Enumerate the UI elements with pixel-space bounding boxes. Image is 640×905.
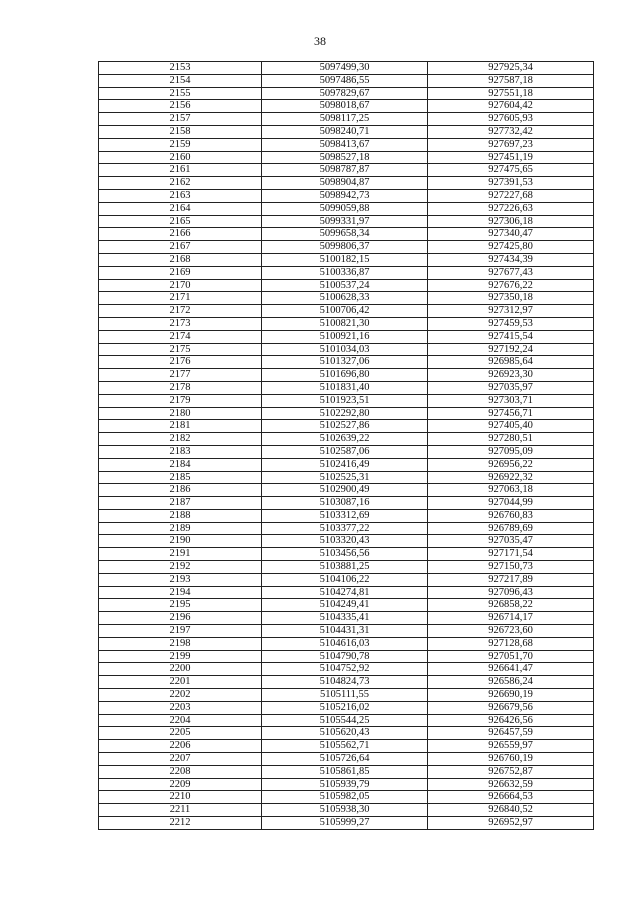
- y-coordinate-cell: 926923,30: [428, 369, 594, 382]
- y-coordinate-cell: 926952,97: [428, 817, 594, 830]
- x-coordinate-cell: 5097486,55: [262, 74, 428, 87]
- point-number-cell: 2200: [99, 663, 262, 676]
- x-coordinate-cell: 5102416,49: [262, 458, 428, 471]
- table-row: [99, 177, 594, 190]
- x-coordinate-cell: 5105861,85: [262, 765, 428, 778]
- table-row: [99, 804, 594, 817]
- point-number-cell: 2163: [99, 189, 262, 202]
- x-coordinate-cell: 5103377,22: [262, 522, 428, 535]
- y-coordinate-cell: 927217,89: [428, 573, 594, 586]
- x-coordinate-cell: 5100336,87: [262, 266, 428, 279]
- y-coordinate-cell: 927475,65: [428, 164, 594, 177]
- x-coordinate-cell: 5098787,87: [262, 164, 428, 177]
- x-coordinate-cell: 5105111,55: [262, 689, 428, 702]
- x-coordinate-cell: 5103456,56: [262, 548, 428, 561]
- x-coordinate-cell: 5101923,51: [262, 394, 428, 407]
- x-coordinate-cell: 5099806,37: [262, 241, 428, 254]
- table-row: [99, 381, 594, 394]
- point-number-cell: 2165: [99, 215, 262, 228]
- coordinates-table: [98, 61, 594, 830]
- table-row: [99, 650, 594, 663]
- y-coordinate-cell: 926664,53: [428, 791, 594, 804]
- x-coordinate-cell: 5105562,71: [262, 740, 428, 753]
- x-coordinate-cell: 5105216,02: [262, 701, 428, 714]
- point-number-cell: 2184: [99, 458, 262, 471]
- table-row: [99, 189, 594, 202]
- point-number-cell: 2158: [99, 125, 262, 138]
- y-coordinate-cell: 927035,47: [428, 535, 594, 548]
- point-number-cell: 2202: [99, 689, 262, 702]
- table-row: [99, 714, 594, 727]
- x-coordinate-cell: 5102292,80: [262, 407, 428, 420]
- point-number-cell: 2206: [99, 740, 262, 753]
- x-coordinate-cell: 5104790,78: [262, 650, 428, 663]
- y-coordinate-cell: 926752,87: [428, 765, 594, 778]
- y-coordinate-cell: 927587,18: [428, 74, 594, 87]
- point-number-cell: 2203: [99, 701, 262, 714]
- point-number-cell: 2174: [99, 330, 262, 343]
- table-row: [99, 164, 594, 177]
- point-number-cell: 2162: [99, 177, 262, 190]
- table-row: [99, 407, 594, 420]
- x-coordinate-cell: 5100537,24: [262, 279, 428, 292]
- table-row: [99, 586, 594, 599]
- point-number-cell: 2188: [99, 509, 262, 522]
- point-number-cell: 2201: [99, 676, 262, 689]
- table-row: [99, 305, 594, 318]
- y-coordinate-cell: 927340,47: [428, 228, 594, 241]
- point-number-cell: 2181: [99, 420, 262, 433]
- point-number-cell: 2193: [99, 573, 262, 586]
- point-number-cell: 2161: [99, 164, 262, 177]
- table-row: [99, 241, 594, 254]
- point-number-cell: 2183: [99, 445, 262, 458]
- table-row: [99, 113, 594, 126]
- point-number-cell: 2178: [99, 381, 262, 394]
- point-number-cell: 2195: [99, 599, 262, 612]
- table-row: [99, 689, 594, 702]
- x-coordinate-cell: 5105939,79: [262, 778, 428, 791]
- point-number-cell: 2197: [99, 625, 262, 638]
- y-coordinate-cell: 927095,09: [428, 445, 594, 458]
- table-row: [99, 369, 594, 382]
- table-row: [99, 625, 594, 638]
- table-row: [99, 599, 594, 612]
- x-coordinate-cell: 5104752,92: [262, 663, 428, 676]
- y-coordinate-cell: 926641,47: [428, 663, 594, 676]
- point-number-cell: 2189: [99, 522, 262, 535]
- table-row: [99, 279, 594, 292]
- table-row: [99, 765, 594, 778]
- table-row: [99, 791, 594, 804]
- point-number-cell: 2171: [99, 292, 262, 305]
- y-coordinate-cell: 927676,22: [428, 279, 594, 292]
- x-coordinate-cell: 5104274,81: [262, 586, 428, 599]
- point-number-cell: 2182: [99, 433, 262, 446]
- point-number-cell: 2164: [99, 202, 262, 215]
- x-coordinate-cell: 5104431,31: [262, 625, 428, 638]
- table-row: [99, 266, 594, 279]
- y-coordinate-cell: 927425,80: [428, 241, 594, 254]
- point-number-cell: 2177: [99, 369, 262, 382]
- point-number-cell: 2179: [99, 394, 262, 407]
- x-coordinate-cell: 5102527,86: [262, 420, 428, 433]
- y-coordinate-cell: 926858,22: [428, 599, 594, 612]
- table-row: [99, 509, 594, 522]
- y-coordinate-cell: 926559,97: [428, 740, 594, 753]
- table-row: [99, 727, 594, 740]
- y-coordinate-cell: 926457,59: [428, 727, 594, 740]
- x-coordinate-cell: 5103320,43: [262, 535, 428, 548]
- table-row: [99, 228, 594, 241]
- y-coordinate-cell: 927312,97: [428, 305, 594, 318]
- y-coordinate-cell: 927391,53: [428, 177, 594, 190]
- y-coordinate-cell: 927171,54: [428, 548, 594, 561]
- y-coordinate-cell: 927677,43: [428, 266, 594, 279]
- table-row: [99, 484, 594, 497]
- table-row: [99, 292, 594, 305]
- x-coordinate-cell: 5097499,30: [262, 62, 428, 75]
- point-number-cell: 2170: [99, 279, 262, 292]
- y-coordinate-cell: 927096,43: [428, 586, 594, 599]
- x-coordinate-cell: 5100628,33: [262, 292, 428, 305]
- x-coordinate-cell: 5105938,30: [262, 804, 428, 817]
- x-coordinate-cell: 5100921,16: [262, 330, 428, 343]
- y-coordinate-cell: 927035,97: [428, 381, 594, 394]
- x-coordinate-cell: 5105726,64: [262, 753, 428, 766]
- table-row: [99, 125, 594, 138]
- y-coordinate-cell: 927405,40: [428, 420, 594, 433]
- x-coordinate-cell: 5101831,40: [262, 381, 428, 394]
- point-number-cell: 2167: [99, 241, 262, 254]
- x-coordinate-cell: 5102639,22: [262, 433, 428, 446]
- y-coordinate-cell: 926922,32: [428, 471, 594, 484]
- table-row: [99, 471, 594, 484]
- x-coordinate-cell: 5105620,43: [262, 727, 428, 740]
- x-coordinate-cell: 5100182,15: [262, 253, 428, 266]
- table-row: [99, 753, 594, 766]
- table-row: [99, 458, 594, 471]
- table-row: [99, 548, 594, 561]
- point-number-cell: 2154: [99, 74, 262, 87]
- point-number-cell: 2159: [99, 138, 262, 151]
- y-coordinate-cell: 927415,54: [428, 330, 594, 343]
- point-number-cell: 2208: [99, 765, 262, 778]
- table-row: [99, 817, 594, 830]
- point-number-cell: 2196: [99, 612, 262, 625]
- table-row: [99, 100, 594, 113]
- point-number-cell: 2156: [99, 100, 262, 113]
- x-coordinate-cell: 5098117,25: [262, 113, 428, 126]
- x-coordinate-cell: 5100706,42: [262, 305, 428, 318]
- y-coordinate-cell: 927192,24: [428, 343, 594, 356]
- table-row: [99, 701, 594, 714]
- x-coordinate-cell: 5100821,30: [262, 317, 428, 330]
- table-row: [99, 151, 594, 164]
- x-coordinate-cell: 5102525,31: [262, 471, 428, 484]
- x-coordinate-cell: 5101696,80: [262, 369, 428, 382]
- point-number-cell: 2190: [99, 535, 262, 548]
- table-row: [99, 522, 594, 535]
- y-coordinate-cell: 926679,56: [428, 701, 594, 714]
- y-coordinate-cell: 927303,71: [428, 394, 594, 407]
- table-row: [99, 202, 594, 215]
- table-row: [99, 535, 594, 548]
- y-coordinate-cell: 927226,63: [428, 202, 594, 215]
- point-number-cell: 2204: [99, 714, 262, 727]
- table-row: [99, 138, 594, 151]
- table-row: [99, 343, 594, 356]
- x-coordinate-cell: 5099658,34: [262, 228, 428, 241]
- table-row: [99, 253, 594, 266]
- point-number-cell: 2211: [99, 804, 262, 817]
- table-row: [99, 87, 594, 100]
- point-number-cell: 2166: [99, 228, 262, 241]
- table-row: [99, 740, 594, 753]
- point-number-cell: 2194: [99, 586, 262, 599]
- point-number-cell: 2172: [99, 305, 262, 318]
- table-row: [99, 778, 594, 791]
- y-coordinate-cell: 927451,19: [428, 151, 594, 164]
- x-coordinate-cell: 5105999,27: [262, 817, 428, 830]
- y-coordinate-cell: 927051,70: [428, 650, 594, 663]
- y-coordinate-cell: 927350,18: [428, 292, 594, 305]
- x-coordinate-cell: 5105982,05: [262, 791, 428, 804]
- point-number-cell: 2169: [99, 266, 262, 279]
- y-coordinate-cell: 926956,22: [428, 458, 594, 471]
- table-row: [99, 637, 594, 650]
- table-row: [99, 612, 594, 625]
- page-number: 38: [314, 34, 326, 48]
- y-coordinate-cell: 927128,68: [428, 637, 594, 650]
- table-row: [99, 74, 594, 87]
- point-number-cell: 2187: [99, 497, 262, 510]
- y-coordinate-cell: 926714,17: [428, 612, 594, 625]
- x-coordinate-cell: 5102900,49: [262, 484, 428, 497]
- point-number-cell: 2180: [99, 407, 262, 420]
- x-coordinate-cell: 5097829,67: [262, 87, 428, 100]
- x-coordinate-cell: 5102587,06: [262, 445, 428, 458]
- x-coordinate-cell: 5104616,03: [262, 637, 428, 650]
- table-row: [99, 561, 594, 574]
- x-coordinate-cell: 5098240,71: [262, 125, 428, 138]
- point-number-cell: 2205: [99, 727, 262, 740]
- x-coordinate-cell: 5098527,18: [262, 151, 428, 164]
- y-coordinate-cell: 926632,59: [428, 778, 594, 791]
- table-row: [99, 420, 594, 433]
- point-number-cell: 2209: [99, 778, 262, 791]
- y-coordinate-cell: 927044,99: [428, 497, 594, 510]
- y-coordinate-cell: 927459,53: [428, 317, 594, 330]
- x-coordinate-cell: 5099331,97: [262, 215, 428, 228]
- point-number-cell: 2199: [99, 650, 262, 663]
- y-coordinate-cell: 927150,73: [428, 561, 594, 574]
- point-number-cell: 2198: [99, 637, 262, 650]
- y-coordinate-cell: 927306,18: [428, 215, 594, 228]
- table-row: [99, 663, 594, 676]
- point-number-cell: 2153: [99, 62, 262, 75]
- coordinates-table-body: [99, 62, 594, 830]
- point-number-cell: 2168: [99, 253, 262, 266]
- y-coordinate-cell: 927063,18: [428, 484, 594, 497]
- x-coordinate-cell: 5104249,41: [262, 599, 428, 612]
- x-coordinate-cell: 5098942,73: [262, 189, 428, 202]
- y-coordinate-cell: 927697,23: [428, 138, 594, 151]
- table-row: [99, 317, 594, 330]
- table-row: [99, 356, 594, 369]
- x-coordinate-cell: 5104106,22: [262, 573, 428, 586]
- x-coordinate-cell: 5103312,69: [262, 509, 428, 522]
- y-coordinate-cell: 926840,52: [428, 804, 594, 817]
- point-number-cell: 2175: [99, 343, 262, 356]
- y-coordinate-cell: 927551,18: [428, 87, 594, 100]
- x-coordinate-cell: 5098413,67: [262, 138, 428, 151]
- table-row: [99, 215, 594, 228]
- y-coordinate-cell: 927227,68: [428, 189, 594, 202]
- point-number-cell: 2191: [99, 548, 262, 561]
- y-coordinate-cell: 926586,24: [428, 676, 594, 689]
- x-coordinate-cell: 5103881,25: [262, 561, 428, 574]
- table-row: [99, 497, 594, 510]
- point-number-cell: 2212: [99, 817, 262, 830]
- point-number-cell: 2176: [99, 356, 262, 369]
- x-coordinate-cell: 5104824,73: [262, 676, 428, 689]
- y-coordinate-cell: 926760,19: [428, 753, 594, 766]
- table-row: [99, 330, 594, 343]
- x-coordinate-cell: 5103087,16: [262, 497, 428, 510]
- y-coordinate-cell: 926789,69: [428, 522, 594, 535]
- x-coordinate-cell: 5098904,87: [262, 177, 428, 190]
- table-row: [99, 676, 594, 689]
- point-number-cell: 2210: [99, 791, 262, 804]
- x-coordinate-cell: 5099059,88: [262, 202, 428, 215]
- y-coordinate-cell: 926690,19: [428, 689, 594, 702]
- y-coordinate-cell: 927280,51: [428, 433, 594, 446]
- point-number-cell: 2157: [99, 113, 262, 126]
- table-row: [99, 433, 594, 446]
- y-coordinate-cell: 926985,64: [428, 356, 594, 369]
- x-coordinate-cell: 5098018,67: [262, 100, 428, 113]
- y-coordinate-cell: 927605,93: [428, 113, 594, 126]
- point-number-cell: 2160: [99, 151, 262, 164]
- y-coordinate-cell: 927925,34: [428, 62, 594, 75]
- y-coordinate-cell: 927434,39: [428, 253, 594, 266]
- y-coordinate-cell: 927456,71: [428, 407, 594, 420]
- point-number-cell: 2192: [99, 561, 262, 574]
- table-row: [99, 62, 594, 75]
- table-row: [99, 573, 594, 586]
- point-number-cell: 2185: [99, 471, 262, 484]
- y-coordinate-cell: 927604,42: [428, 100, 594, 113]
- table-row: [99, 445, 594, 458]
- point-number-cell: 2155: [99, 87, 262, 100]
- y-coordinate-cell: 926760,83: [428, 509, 594, 522]
- x-coordinate-cell: 5101327,06: [262, 356, 428, 369]
- point-number-cell: 2186: [99, 484, 262, 497]
- x-coordinate-cell: 5105544,25: [262, 714, 428, 727]
- y-coordinate-cell: 927732,42: [428, 125, 594, 138]
- y-coordinate-cell: 926723,60: [428, 625, 594, 638]
- x-coordinate-cell: 5104335,41: [262, 612, 428, 625]
- point-number-cell: 2173: [99, 317, 262, 330]
- table-row: [99, 394, 594, 407]
- x-coordinate-cell: 5101034,03: [262, 343, 428, 356]
- point-number-cell: 2207: [99, 753, 262, 766]
- y-coordinate-cell: 926426,56: [428, 714, 594, 727]
